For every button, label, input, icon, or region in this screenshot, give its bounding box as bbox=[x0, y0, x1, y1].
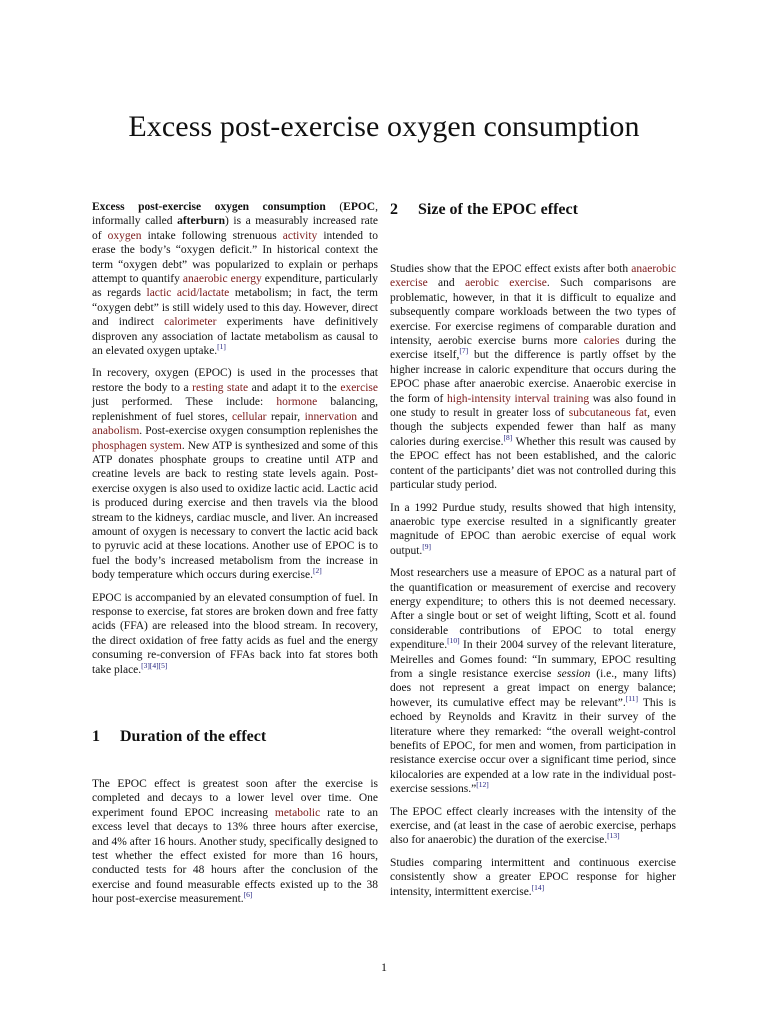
text-run: ) is a measurably increased rate of bbox=[92, 215, 379, 242]
citation-ref[interactable]: [9] bbox=[422, 541, 432, 551]
text-run: during the exercise itself, bbox=[390, 335, 676, 362]
wiki-link[interactable]: cellular bbox=[232, 410, 267, 423]
section-number: 2 bbox=[390, 201, 398, 218]
text-run: intended to erase the body’s “oxygen deficit.” In historical context the term “oxygen debt” was popularized to explain or perhaps attempt to quantify bbox=[92, 229, 378, 286]
text-run: just performed. These include: bbox=[92, 396, 277, 409]
section-heading-duration bbox=[92, 727, 378, 747]
text-run: rate to an excess level that decays to 13% three hours after exercise, and 4% after 16 hours. Another study, specifically designed to test whether the effect existed for more than 16 hours, conducted tests for 48 hours after the conclusion of the exercise and found measurable effects existed up to the 38 hour post-exercise measurement. bbox=[92, 806, 378, 906]
citation-ref[interactable]: [12] bbox=[476, 780, 489, 790]
section-heading-size bbox=[390, 200, 676, 220]
text-run: ( bbox=[325, 201, 344, 213]
text-run: The EPOC effect clearly increases with the intensity of the exercise, and (at least in the case of aerobic exercise, perhaps also for anaerobic) the duration of the exercise. bbox=[390, 805, 676, 847]
bold-term: EPOC bbox=[343, 201, 376, 213]
text-run: , even though the subjects expended fewer than half as many calories during exercise. bbox=[390, 407, 677, 448]
citation-ref[interactable]: [7] bbox=[459, 346, 469, 356]
wiki-link[interactable]: hormone bbox=[276, 396, 318, 409]
wiki-link[interactable]: aerobic exercise bbox=[465, 277, 547, 290]
citation-ref[interactable]: [10] bbox=[447, 636, 460, 646]
section-title: Size of the EPOC effect bbox=[418, 201, 578, 218]
wiki-link[interactable]: activity bbox=[282, 229, 318, 242]
wiki-link[interactable]: lactic acid/lactate bbox=[146, 287, 230, 300]
text-run: Most researchers use a measure of EPOC as a natural part of the quantification or measurement of exercise and recovery energy expenditure; to others this is not deemed necessary. After a single bout or set of weight lifting, Scott et al. found considerable contributions of EPOC to total energy expenditure. bbox=[390, 567, 676, 652]
section-title: Duration of the effect bbox=[120, 728, 267, 745]
purdue-paragraph bbox=[390, 501, 676, 559]
wiki-link[interactable]: oxygen bbox=[107, 229, 142, 242]
citation-ref[interactable]: [1] bbox=[217, 342, 226, 352]
wiki-link[interactable]: innervation bbox=[304, 410, 357, 423]
text-run: balancing, replenishment of fuel stores, bbox=[92, 396, 378, 423]
text-run: and adapt it to the bbox=[248, 381, 341, 394]
text-run: experiments have definitively disproven any association of lactate metabolism as causal to an elevated oxygen uptake. bbox=[92, 316, 378, 358]
page-number: 1 bbox=[381, 960, 387, 974]
wiki-link[interactable]: calories bbox=[583, 335, 620, 348]
citation-ref[interactable]: [8] bbox=[503, 433, 513, 443]
text-run: . New ATP is synthesized and some of this ATP donates phosphate groups to creatine until ATP and creatine levels are back to resting state levels again. Post-exercise oxygen is also used to oxidize lactic acid. Lactic acid is produced during exercise and then travels via the blood stream to the kidneys, cardiac muscle, and liver. An increased amount of oxygen is necessary to convert the lactic acid back to pyruvic acid at these locations. Another use of EPOC is to fuel the body’s increased metabolism from the increase in body temperature which occurs during exercise. bbox=[92, 439, 378, 582]
left-column bbox=[92, 200, 378, 915]
section-number: 1 bbox=[92, 728, 100, 745]
intensity-paragraph bbox=[390, 805, 676, 848]
duration-paragraph bbox=[92, 777, 378, 907]
emphasis: session bbox=[557, 667, 591, 680]
wiki-link[interactable]: anabolism bbox=[92, 425, 140, 438]
text-run: In their 2004 survey of the relevant literature, Meirelles and Gomes found: “In summary, EPOC resulting from a single resistance exercise bbox=[390, 639, 676, 680]
text-run: and bbox=[356, 410, 379, 423]
wiki-link[interactable]: anaerobic energy bbox=[182, 273, 262, 286]
wiki-link[interactable]: exercise bbox=[340, 381, 379, 394]
wiki-link[interactable]: calorimeter bbox=[164, 316, 217, 329]
text-run: In recovery, oxygen (EPOC) is used in the processes that restore the body to a bbox=[92, 367, 378, 394]
fuel-paragraph bbox=[92, 591, 378, 677]
text-run: intake following strenuous bbox=[141, 229, 283, 242]
text-run: Studies comparing intermittent and continuous exercise consistently show a greater EPOC response for higher intensity, intermittent exercise. bbox=[390, 856, 676, 898]
text-run: The EPOC effect is greatest soon after the exercise is completed and decays to a lower level over time. One experiment found EPOC increasing bbox=[92, 778, 378, 819]
wiki-link[interactable]: anaerobic exercise bbox=[390, 263, 676, 290]
text-run: Whether this result was caused by the EPOC effect has not been established, and the caloric content of the participants’ diet was not controlled during this particular study period. bbox=[390, 435, 677, 492]
citation-ref[interactable]: [2] bbox=[312, 566, 322, 576]
wiki-link[interactable]: resting state bbox=[192, 381, 249, 394]
wiki-link[interactable]: high-intensity interval training bbox=[447, 392, 590, 405]
bold-term: Excess post-exercise oxygen consumption bbox=[92, 201, 326, 213]
citation-ref[interactable]: [6] bbox=[243, 890, 253, 900]
text-run: repair, bbox=[266, 410, 305, 423]
wiki-link[interactable]: subcutaneous fat bbox=[568, 407, 648, 420]
text-run: In a 1992 Purdue study, results showed that high intensity, anaerobic type exercise resulted in a significantly greater magnitude of EPOC than aerobic exercise of equal work output. bbox=[390, 501, 676, 557]
text-run: (i.e., many lifts) does not represent a great impact on energy balance; however, its cumulative effect may be relevant”. bbox=[390, 667, 676, 709]
text-run: . Post-exercise oxygen consumption replenishes the bbox=[139, 425, 378, 438]
intermittent-paragraph bbox=[390, 856, 676, 899]
page-title: Excess post-exercise oxygen consumption bbox=[128, 110, 640, 143]
citation-ref[interactable]: [13] bbox=[607, 831, 620, 841]
comparison-paragraph bbox=[390, 262, 676, 493]
citation-ref[interactable]: [14] bbox=[531, 882, 545, 892]
text-run: but the difference is partly offset by the higher increase in caloric expenditure that occurs during the EPOC phase after anaerobic exercise. Anaerobic exercise in the form of bbox=[390, 349, 676, 405]
recovery-paragraph bbox=[92, 366, 378, 582]
citation-ref[interactable]: [3][4][5] bbox=[141, 660, 168, 670]
wiki-link[interactable]: phosphagen system bbox=[92, 439, 182, 452]
text-run: expenditure, particularly as regards bbox=[92, 273, 378, 300]
text-run: and bbox=[427, 277, 465, 290]
citation-ref[interactable]: [11] bbox=[625, 693, 639, 703]
text-run: , informally called bbox=[92, 201, 378, 228]
wiki-link[interactable]: metabolic bbox=[274, 806, 321, 819]
text-run: Studies show that the EPOC effect exists after both bbox=[390, 263, 632, 275]
intro-paragraph bbox=[92, 200, 378, 358]
text-run: was also found in one study to result in greater loss of bbox=[390, 392, 676, 420]
text-run: metabolism; in fact, the term “oxygen debt” is still widely used to this day. However, direct and indirect bbox=[92, 287, 379, 329]
bold-term: afterburn bbox=[177, 215, 226, 228]
measurement-paragraph bbox=[390, 566, 676, 797]
text-run: EPOC is accompanied by an elevated consumption of fuel. In response to exercise, fat stores are broken down and free fatty acids (FFA) are released into the blood stream. In recovery, the direct oxidation of free fatty acids as fuel and the energy consuming re-conversion of FFAs back into fat stores both take place. bbox=[92, 591, 378, 676]
right-column bbox=[390, 200, 676, 907]
text-run: This is echoed by Reynolds and Kravitz in their survey of the literature where they remarked: “the overall weight-control benefits of EPOC, for men and women, from participation in resistance exercise occur over a significant time period, since kilocalories are expended at a low rate in the individual post-exercise sessions.” bbox=[390, 696, 676, 796]
text-run: . Such comparisons are problematic, however, in that it is difficult to equalize and subsequently compare workloads between the two types of exercise. For exercise regimens of comparable duration and intensity, aerobic exercise burns more bbox=[390, 277, 676, 348]
